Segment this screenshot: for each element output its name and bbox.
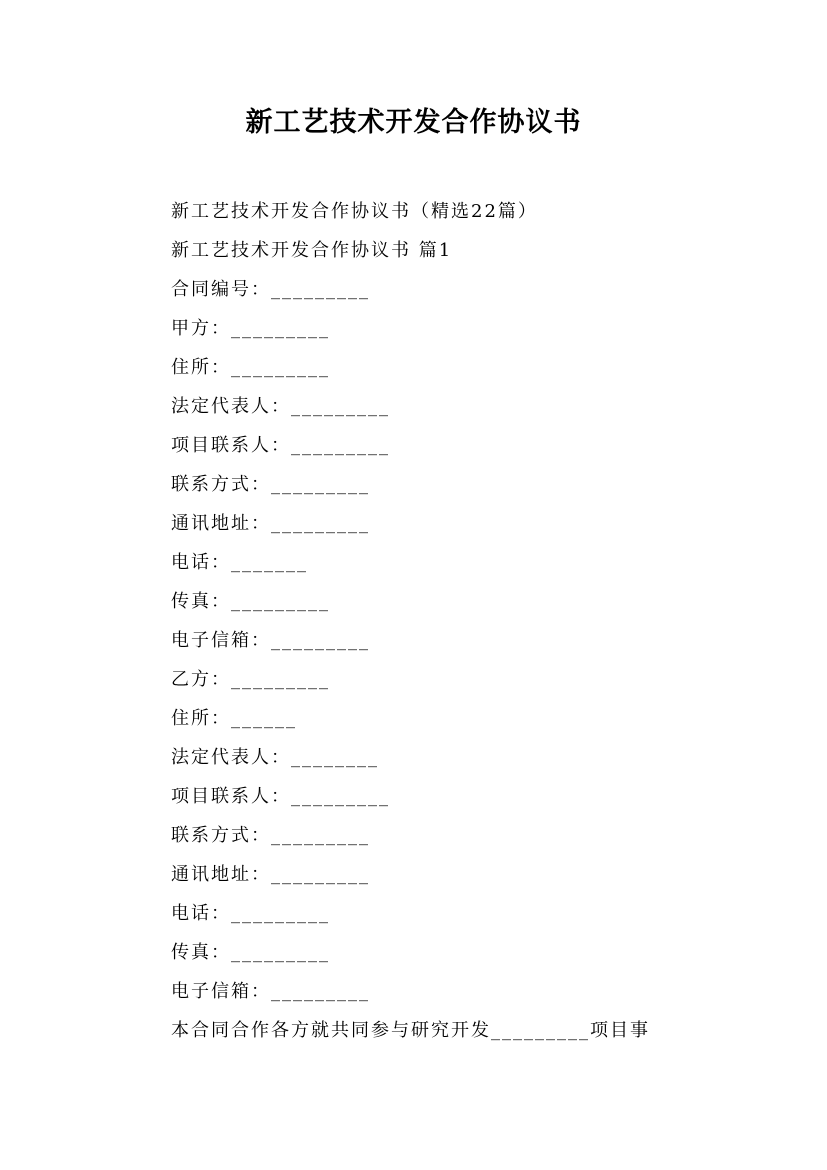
party-a-contact-method: 联系方式：_________ (171, 474, 370, 495)
party-a-label: 甲方：_________ (171, 318, 330, 339)
party-a-mailing-address: 通讯地址：_________ (171, 513, 370, 534)
party-b-project-contact: 项目联系人：_________ (171, 786, 390, 807)
party-b-legal-representative: 法定代表人：________ (171, 747, 379, 768)
party-b-email: 电子信箱：_________ (171, 981, 370, 1002)
party-a-email: 电子信箱：_________ (171, 630, 370, 651)
party-a-phone: 电话：_______ (171, 552, 308, 573)
party-a-fax: 传真：_________ (171, 591, 330, 612)
party-b-contact-method: 联系方式：_________ (171, 825, 370, 846)
party-b-label: 乙方：_________ (171, 669, 330, 690)
party-b-phone: 电话：_________ (171, 903, 330, 924)
body-paragraph: 本合同合作各方就共同参与研究开发_________项目事 (171, 1020, 650, 1041)
party-a-project-contact: 项目联系人：_________ (171, 435, 390, 456)
party-b-address: 住所：______ (171, 708, 297, 729)
party-a-address: 住所：_________ (171, 357, 330, 378)
party-b-mailing-address: 通讯地址：_________ (171, 864, 370, 885)
document-body (171, 192, 771, 1050)
document-title: 新工艺技术开发合作协议书 (245, 107, 582, 138)
collection-heading: 新工艺技术开发合作协议书（精选22篇） (171, 201, 538, 222)
party-b-fax: 传真：_________ (171, 942, 330, 963)
section-heading: 新工艺技术开发合作协议书 篇1 (171, 240, 453, 261)
contract-number-field: 合同编号：_________ (171, 279, 370, 300)
party-a-legal-representative: 法定代表人：_________ (171, 396, 390, 417)
